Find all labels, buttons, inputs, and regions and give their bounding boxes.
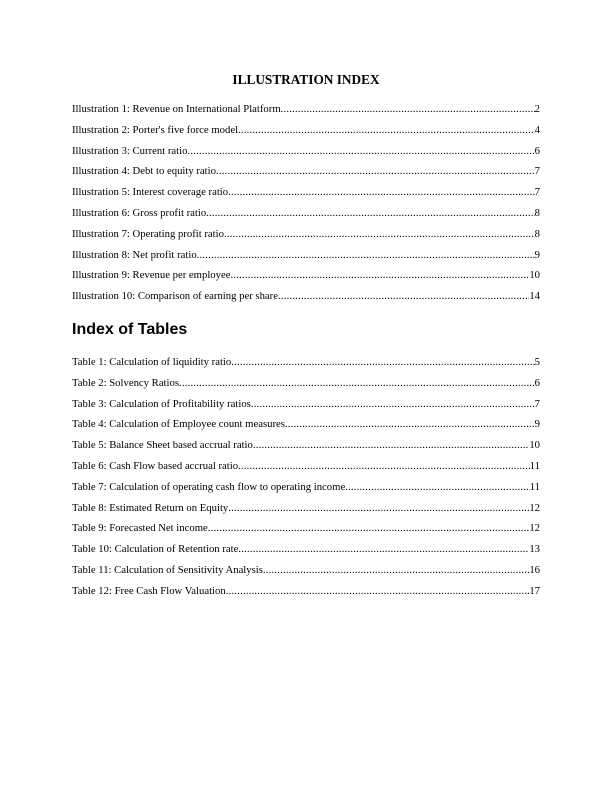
entry-page-number: 9 bbox=[534, 248, 540, 261]
dot-leader bbox=[226, 583, 530, 599]
dot-leader bbox=[216, 163, 535, 179]
entry-label: Table 12: Free Cash Flow Valuation bbox=[72, 584, 226, 597]
entry-label: Illustration 4: Debt to equity ratio bbox=[72, 165, 216, 178]
dot-leader bbox=[238, 541, 529, 557]
entry-label: Illustration 10: Comparison of earning per share bbox=[72, 290, 278, 303]
entry-label: Table 4: Calculation of Employee count measures bbox=[72, 418, 285, 431]
dot-leader bbox=[238, 458, 530, 474]
entry-label: Table 8: Estimated Return on Equity bbox=[72, 501, 229, 514]
table-entry-7[interactable] bbox=[72, 479, 540, 500]
entry-label: Illustration 8: Net profit ratio bbox=[72, 248, 197, 261]
table-entry-9[interactable] bbox=[72, 520, 540, 541]
dot-leader bbox=[228, 184, 535, 200]
entry-page-number: 8 bbox=[534, 206, 540, 219]
entry-page-number: 10 bbox=[529, 439, 540, 452]
entry-label: Table 6: Cash Flow based accrual ratio bbox=[72, 459, 239, 472]
entry-page-number: 8 bbox=[534, 227, 540, 240]
entry-page-number: 6 bbox=[534, 376, 540, 389]
entry-label: Illustration 5: Interest coverage ratio bbox=[72, 186, 229, 199]
table-entry-2[interactable] bbox=[72, 375, 540, 396]
entry-page-number: 9 bbox=[534, 418, 540, 431]
illustration-entry-2[interactable] bbox=[72, 122, 540, 143]
dot-leader bbox=[231, 354, 534, 370]
illustration-entry-6[interactable] bbox=[72, 205, 540, 226]
entry-page-number: 17 bbox=[529, 584, 540, 597]
illustration-index-list bbox=[72, 101, 540, 309]
dot-leader bbox=[230, 267, 529, 283]
dot-leader bbox=[224, 226, 535, 242]
entry-label: Table 2: Solvency Ratios bbox=[72, 376, 179, 389]
table-entry-6[interactable] bbox=[72, 458, 540, 479]
illustration-entry-5[interactable] bbox=[72, 184, 540, 205]
table-entry-8[interactable] bbox=[72, 500, 540, 521]
dot-leader bbox=[197, 247, 535, 263]
entry-label: Table 7: Calculation of operating cash flow to operating income bbox=[72, 480, 346, 493]
dot-leader bbox=[238, 122, 535, 138]
entry-page-number: 4 bbox=[534, 123, 540, 136]
dot-leader bbox=[285, 416, 535, 432]
entry-label: Table 3: Calculation of Profitability ratios bbox=[72, 397, 251, 410]
illustration-entry-3[interactable] bbox=[72, 143, 540, 164]
entry-page-number: 14 bbox=[529, 290, 540, 303]
dot-leader bbox=[253, 437, 529, 453]
entry-label: Table 5: Balance Sheet based accrual ratio bbox=[72, 439, 253, 452]
entry-label: Table 10: Calculation of Retention rate bbox=[72, 543, 239, 556]
entry-page-number: 10 bbox=[529, 269, 540, 282]
table-entry-12[interactable] bbox=[72, 583, 540, 604]
illustration-entry-7[interactable] bbox=[72, 226, 540, 247]
entry-page-number: 13 bbox=[529, 543, 540, 556]
entry-page-number: 11 bbox=[529, 459, 540, 472]
entry-label: Illustration 1: Revenue on International Platform bbox=[72, 103, 281, 115]
dot-leader bbox=[228, 500, 529, 516]
entry-label: Table 1: Calculation of liquidity ratio bbox=[72, 356, 232, 368]
entry-page-number: 12 bbox=[529, 501, 540, 514]
entry-page-number: 7 bbox=[534, 186, 540, 199]
illustration-entry-9[interactable] bbox=[72, 267, 540, 288]
entry-label: Illustration 9: Revenue per employee bbox=[72, 269, 231, 282]
dot-leader bbox=[206, 205, 534, 221]
entry-page-number: 5 bbox=[534, 356, 540, 368]
illustration-entry-1[interactable] bbox=[72, 101, 540, 122]
entry-label: Table 9: Forecasted Net income bbox=[72, 522, 208, 535]
table-entry-5[interactable] bbox=[72, 437, 540, 458]
table-entry-11[interactable] bbox=[72, 562, 540, 583]
illustration-entry-4[interactable] bbox=[72, 163, 540, 184]
tables-index-heading: Index of Tables bbox=[72, 321, 188, 338]
tables-index-list bbox=[72, 354, 540, 604]
illustration-entry-8[interactable] bbox=[72, 247, 540, 268]
entry-page-number: 11 bbox=[529, 480, 540, 493]
table-entry-3[interactable] bbox=[72, 396, 540, 417]
table-entry-10[interactable] bbox=[72, 541, 540, 562]
table-entry-1[interactable] bbox=[72, 354, 540, 375]
dot-leader bbox=[281, 101, 535, 117]
dot-leader bbox=[263, 562, 529, 578]
entry-page-number: 7 bbox=[534, 397, 540, 410]
entry-label: Illustration 3: Current ratio bbox=[72, 144, 188, 157]
dot-leader bbox=[187, 143, 534, 159]
dot-leader bbox=[345, 479, 530, 495]
table-entry-4[interactable] bbox=[72, 416, 540, 437]
entry-label: Table 11: Calculation of Sensitivity Analysis bbox=[72, 563, 263, 576]
entry-page-number: 6 bbox=[534, 144, 540, 157]
illustration-index-title: ILLUSTRATION INDEX bbox=[232, 72, 380, 87]
dot-leader bbox=[208, 520, 530, 536]
entry-page-number: 7 bbox=[534, 165, 540, 178]
entry-label: Illustration 7: Operating profit ratio bbox=[72, 227, 224, 240]
dot-leader bbox=[278, 288, 529, 304]
entry-page-number: 16 bbox=[529, 563, 540, 576]
entry-label: Illustration 6: Gross profit ratio bbox=[72, 206, 207, 219]
dot-leader bbox=[179, 375, 535, 391]
dot-leader bbox=[251, 396, 535, 412]
entry-page-number: 12 bbox=[529, 522, 540, 535]
illustration-entry-10[interactable] bbox=[72, 288, 540, 309]
entry-label: Illustration 2: Porter's five force model bbox=[72, 123, 239, 136]
entry-page-number: 2 bbox=[534, 103, 540, 115]
